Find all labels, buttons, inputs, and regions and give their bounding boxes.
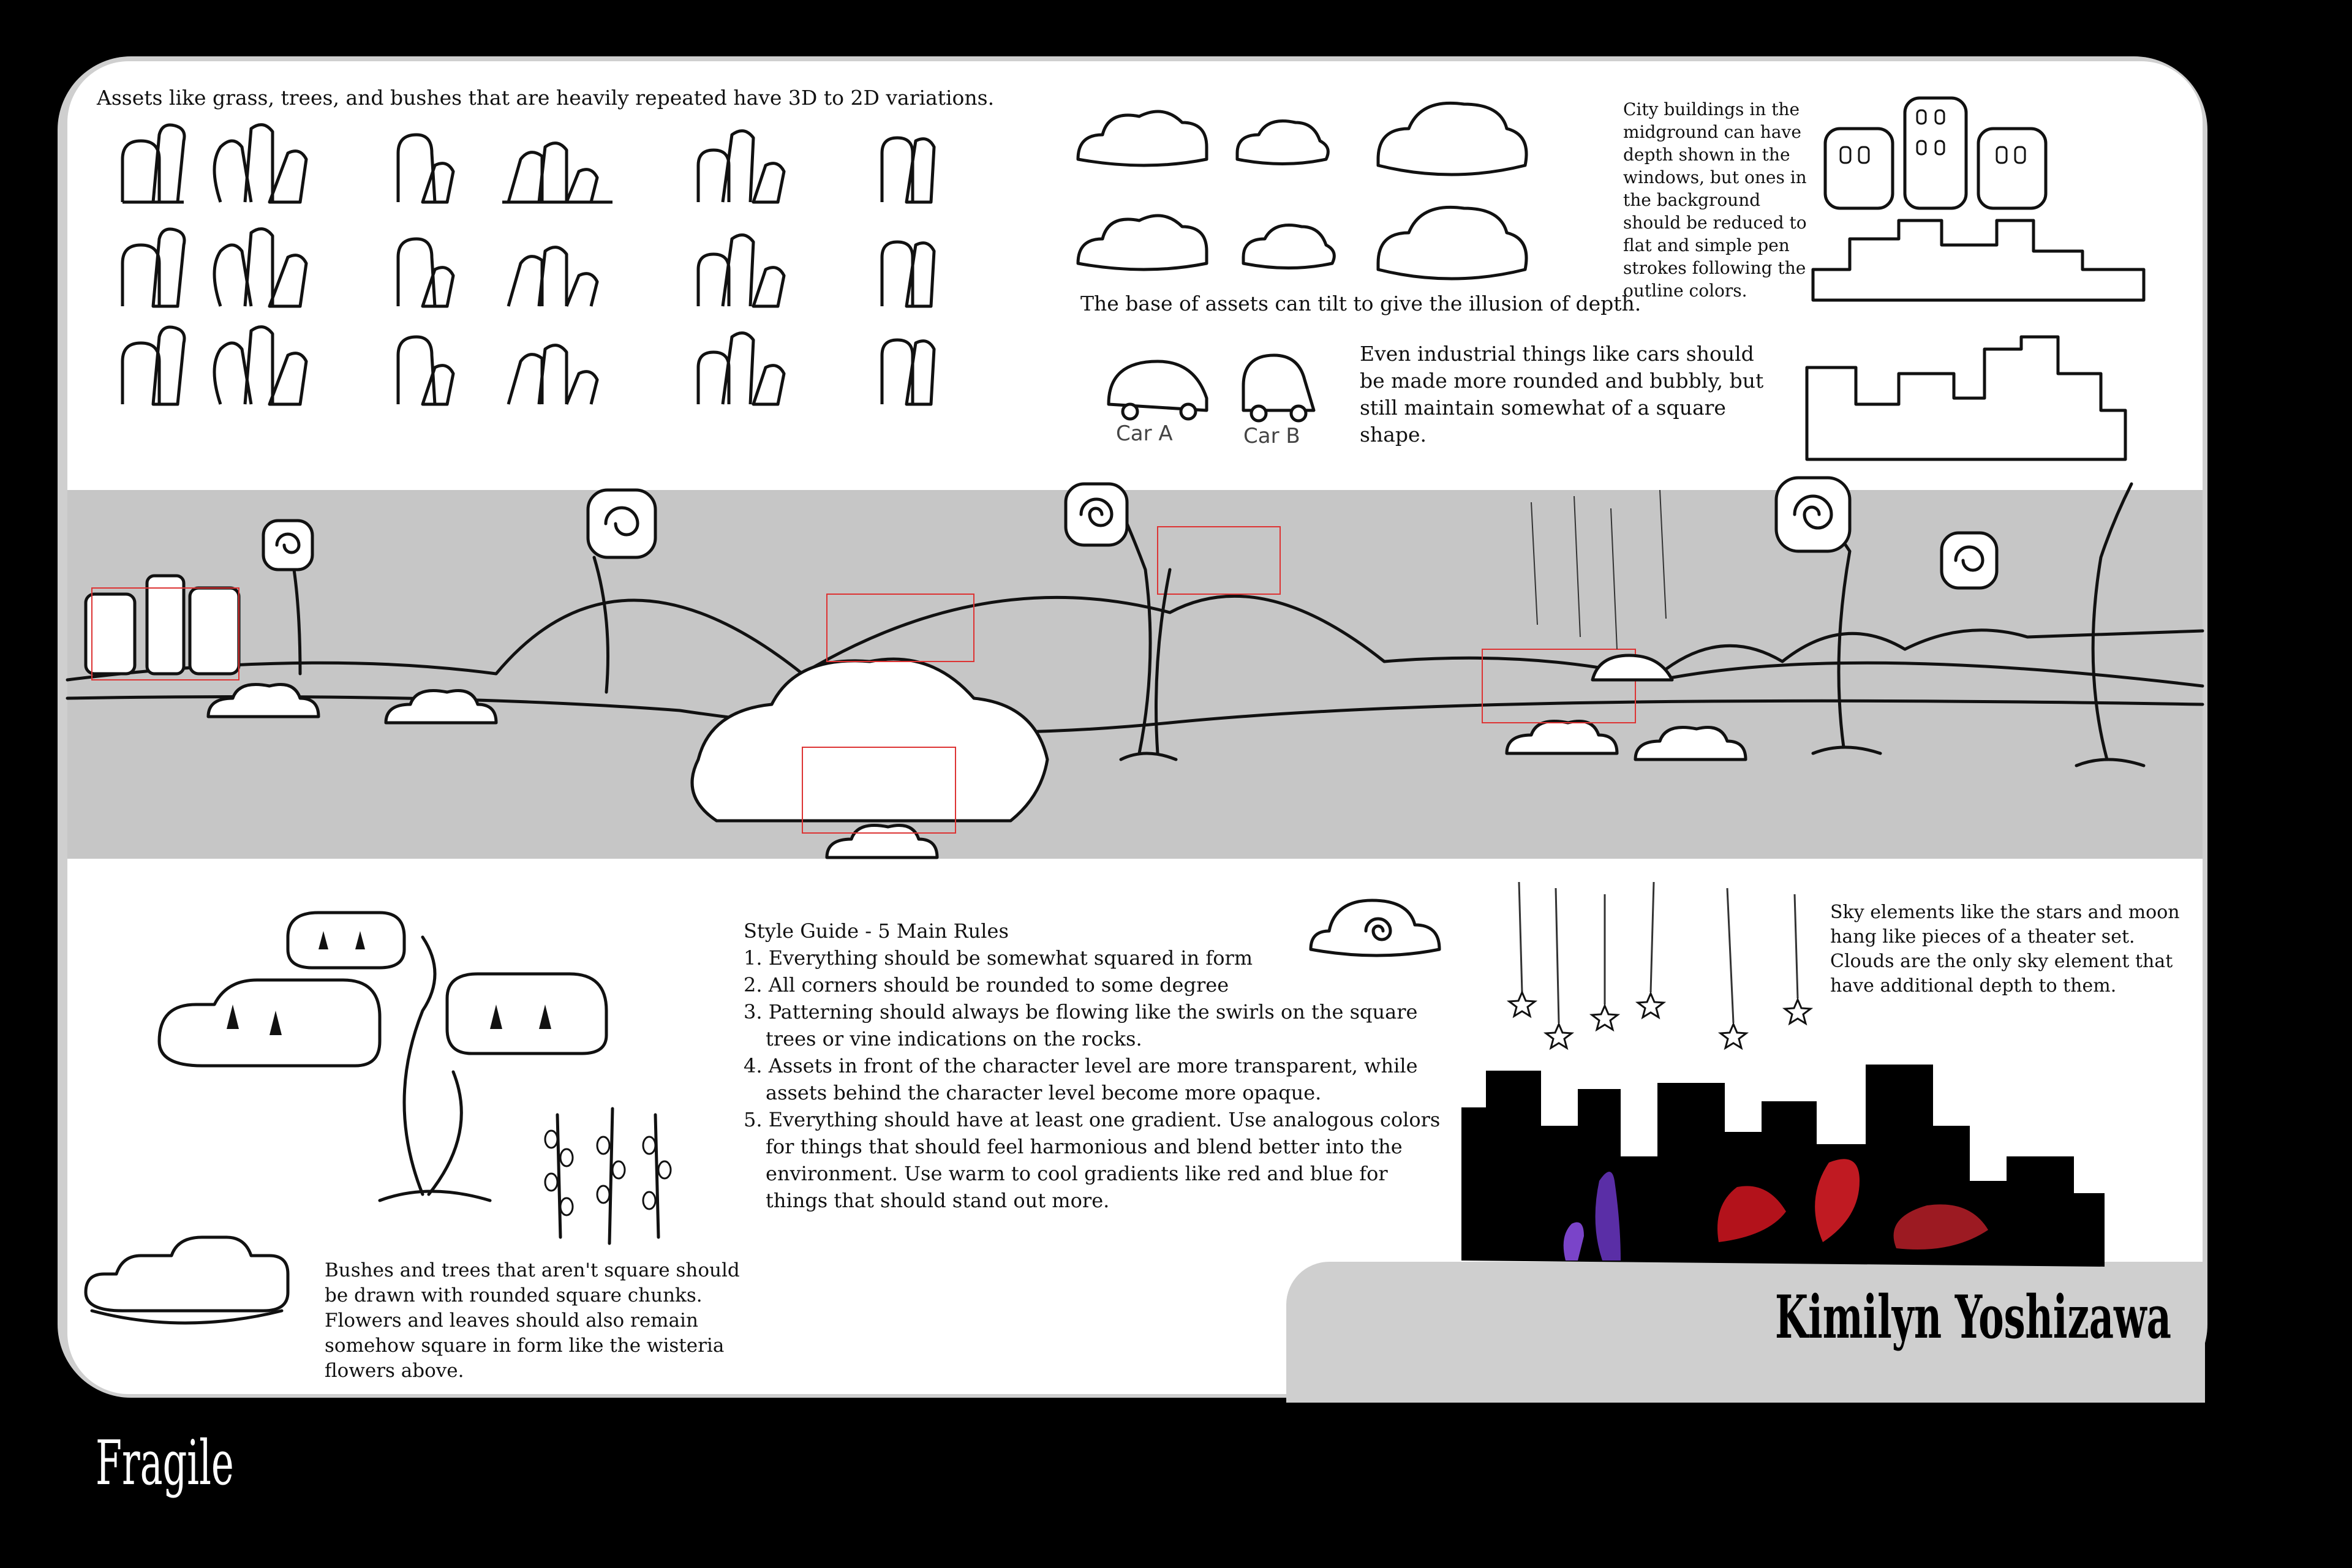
bushes-trees-note: Bushes and trees that aren't square should be drawn with rounded square chunks. Flowers and leaves should also remain somehow square in form like the wisteria flowers above. <box>325 1259 740 1382</box>
swirl-tree <box>1066 484 1176 760</box>
car-a-label: Car A <box>1116 421 1173 446</box>
city-building-sketches <box>1813 92 2156 300</box>
panorama-illustration <box>67 490 2203 859</box>
city-silhouette <box>1461 1058 2203 1261</box>
style-rule: 3. Patterning should always be flowing like the swirls on the square trees or vine indications on the rocks. <box>744 1000 1418 1050</box>
style-rule: 1. Everything should be somewhat squared in form <box>744 946 1253 970</box>
wisteria-flower-sketches <box>539 1109 698 1243</box>
environment-panorama <box>67 490 2203 859</box>
cloud-bush-sketches <box>1072 92 1599 294</box>
bush-variations-sketches <box>110 110 1029 502</box>
hanging-star-sketches <box>1494 882 1825 1054</box>
swirl-tree <box>1776 478 1880 753</box>
car-b-label: Car B <box>1243 424 1300 448</box>
style-guide-heading: Style Guide - 5 Main Rules <box>744 919 1009 943</box>
industrial-note: Even industrial things like cars should be made more rounded and bubbly, but still maintain somewhat of a square shape. <box>1360 342 1764 447</box>
swirl-tree <box>588 490 655 692</box>
sky-elements-note: Sky elements like the stars and moon hang like pieces of a theater set. Clouds are the only sky element that have additional depth to them. <box>1830 902 2180 997</box>
swirl-tree <box>263 521 312 674</box>
repeated-assets-note: Assets like grass, trees, and bushes that are heavily repeated have 3D to 2D variations. <box>97 86 995 110</box>
style-rule: 5. Everything should have at least one gradient. Use analogous colors for things that should feel harmonious and blend better into the environment. Use warm to cool gradients like red and blue for things that should stand out more. <box>744 1108 1441 1212</box>
project-title: Fragile <box>96 1427 234 1499</box>
style-rule: 2. All corners should be rounded to some degree <box>744 973 1229 997</box>
swirl-tree <box>1942 484 2144 766</box>
style-guide <box>744 918 1448 1214</box>
style-rule: 4. Assets in front of the character level are more transparent, while assets behind the character level become more opaque. <box>744 1054 1418 1104</box>
background-city-sketch <box>1801 343 2144 466</box>
base-tilt-note: The base of assets can tilt to give the illusion of depth. <box>1080 292 1642 315</box>
artist-name: Kimilyn Yoshizawa <box>1775 1283 2171 1352</box>
rounded-bush-sketch <box>80 1219 300 1341</box>
hanging-stars <box>1531 490 1666 649</box>
city-buildings-note: City buildings in the midground can have depth shown in the windows, but ones in the background should be reduced to flat and simple pen strokes following the outline colors. <box>1623 99 1807 301</box>
